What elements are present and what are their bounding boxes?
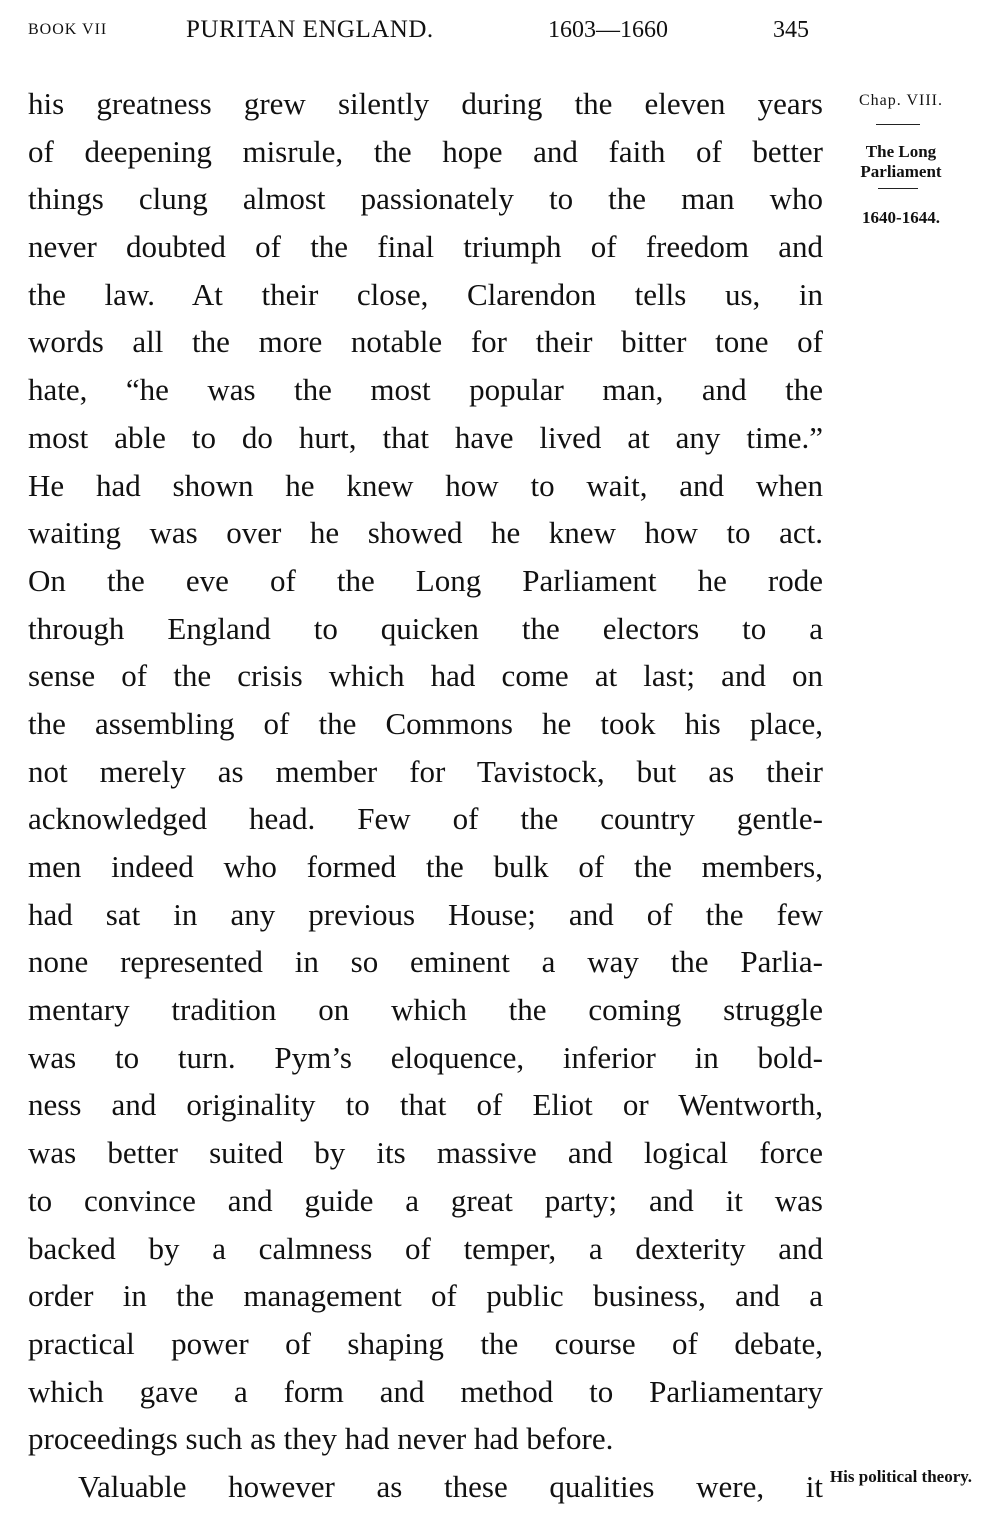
text-line: backed by a calmness of temper, a dexterity and bbox=[28, 1230, 823, 1266]
text-line: was better suited by its massive and logical force bbox=[28, 1135, 823, 1171]
text-line: He had shown he knew how to wait, and when bbox=[28, 467, 823, 503]
sidenote-rule bbox=[878, 188, 918, 189]
text-line: hate, “he was the most popular man, and the bbox=[28, 372, 823, 408]
book-label: BOOK VII bbox=[28, 21, 108, 38]
text-line: never doubted of the final triumph of freedom and bbox=[28, 229, 823, 265]
text-line: which gave a form and method to Parliamentary bbox=[28, 1373, 823, 1409]
sidenote-long-parliament: The Long Parliament bbox=[860, 142, 942, 181]
text-line: the assembling of the Commons he took his place, bbox=[28, 705, 823, 741]
text-line: waiting was over he showed he knew how to act. bbox=[28, 515, 823, 551]
chapter-marker: Chap. VIII. bbox=[858, 92, 944, 109]
sidenote-political-theory: His political theory. bbox=[829, 1467, 973, 1486]
text-line: acknowledged head. Few of the country gentle- bbox=[28, 801, 823, 837]
text-line: had sat in any previous House; and of the few bbox=[28, 896, 823, 932]
period-years: 1603—1660 bbox=[548, 17, 668, 43]
text-line: ness and originality to that of Eliot or Wentworth, bbox=[28, 1087, 823, 1123]
text-line: through England to quicken the electors to a bbox=[28, 610, 823, 646]
text-line: to convince and guide a great party; and it was bbox=[28, 1182, 823, 1218]
running-header bbox=[28, 12, 828, 48]
text-line: of deepening misrule, the hope and faith of better bbox=[28, 133, 823, 169]
text-line: was to turn. Pym’s eloquence, inferior in bold- bbox=[28, 1039, 823, 1075]
text-line: mentary tradition on which the coming struggle bbox=[28, 992, 823, 1028]
text-line: words all the more notable for their bitter tone of bbox=[28, 324, 823, 360]
text-line: proceedings such as they had never had before. bbox=[28, 1421, 614, 1457]
text-line: On the eve of the Long Parliament he rode bbox=[28, 562, 823, 598]
text-line: none represented in so eminent a way the Parlia- bbox=[28, 944, 823, 980]
running-title: PURITAN ENGLAND. bbox=[186, 16, 434, 43]
text-line: sense of the crisis which had come at last; and on bbox=[28, 658, 823, 694]
body-text bbox=[28, 80, 823, 1511]
text-line: practical power of shaping the course of debate, bbox=[28, 1325, 823, 1361]
text-line: men indeed who formed the bulk of the members, bbox=[28, 849, 823, 884]
chapter-rule bbox=[876, 124, 920, 125]
text-line: order in the management of public business, and a bbox=[28, 1278, 823, 1314]
text-line: things clung almost passionately to the man who bbox=[28, 181, 823, 217]
text-line: the law. At their close, Clarendon tells us, in bbox=[28, 276, 823, 312]
paragraph-first-line: Valuable however as these qualities were, it bbox=[78, 1468, 823, 1504]
text-line: not merely as member for Tavistock, but as their bbox=[28, 753, 823, 789]
sidenote-dates: 1640-1644. bbox=[862, 208, 940, 227]
text-line: his greatness grew silently during the eleven years bbox=[28, 86, 823, 121]
text-line: most able to do hurt, that have lived at any time.” bbox=[28, 419, 823, 455]
page-number: 345 bbox=[773, 17, 809, 43]
